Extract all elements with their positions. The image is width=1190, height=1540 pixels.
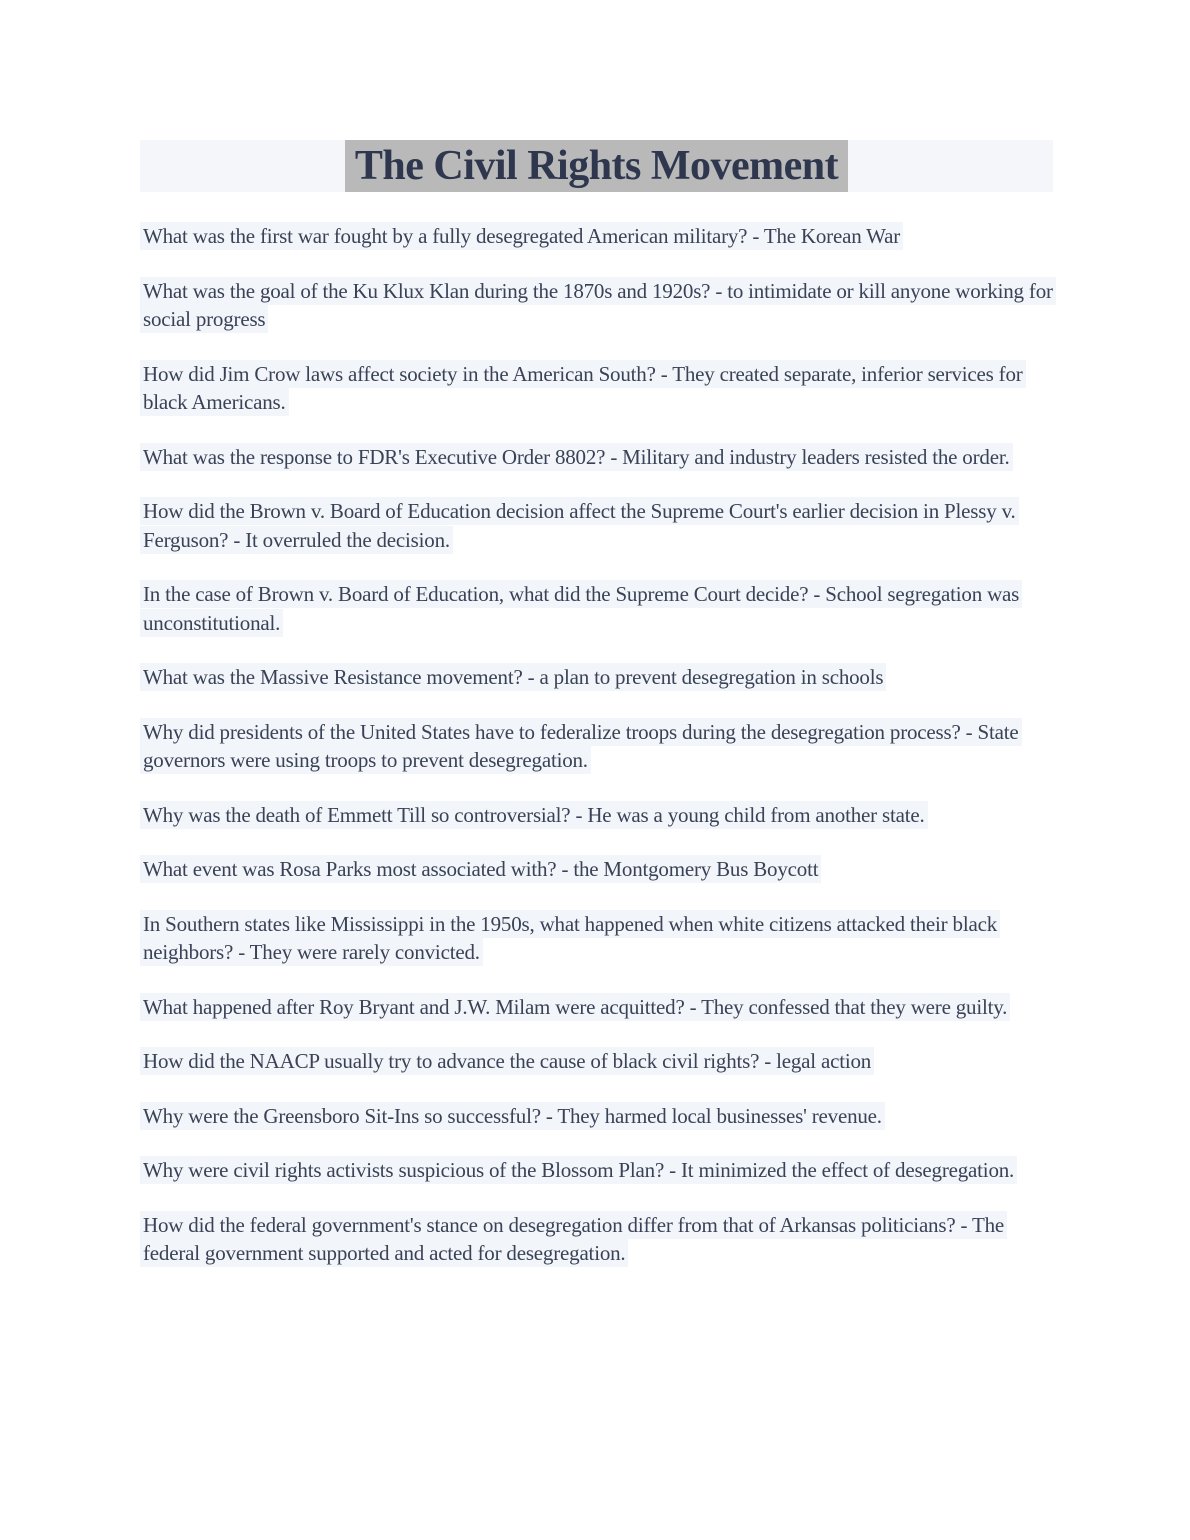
- qa-list: [140, 222, 1053, 1268]
- qa-text: Why were the Greensboro Sit-Ins so successful? - They harmed local businesses' revenue.: [140, 1102, 885, 1130]
- qa-paragraph: [140, 718, 1053, 775]
- qa-paragraph: [140, 277, 1053, 334]
- qa-text: How did the Brown v. Board of Education decision affect the Supreme Court's earlier decision in Plessy v. Ferguson? - It overruled the decision.: [140, 497, 1019, 554]
- qa-paragraph: [140, 663, 1053, 692]
- qa-paragraph: [140, 360, 1053, 417]
- qa-text: Why did presidents of the United States have to federalize troops during the desegregation process? - State governors were using troops to prevent desegregation.: [140, 718, 1022, 775]
- qa-text: What event was Rosa Parks most associated with? - the Montgomery Bus Boycott: [140, 855, 821, 883]
- qa-paragraph: [140, 801, 1053, 830]
- qa-text: How did the NAACP usually try to advance the cause of black civil rights? - legal action: [140, 1047, 874, 1075]
- qa-text: What was the Massive Resistance movement? - a plan to prevent desegregation in schools: [140, 663, 886, 691]
- qa-text: Why were civil rights activists suspicious of the Blossom Plan? - It minimized the effect of desegregation.: [140, 1156, 1017, 1184]
- qa-text: In Southern states like Mississippi in the 1950s, what happened when white citizens attacked their black neighbors? - They were rarely convicted.: [140, 910, 1000, 967]
- qa-text: In the case of Brown v. Board of Education, what did the Supreme Court decide? - School segregation was unconstitutional.: [140, 580, 1022, 637]
- qa-paragraph: [140, 497, 1053, 554]
- qa-text: What happened after Roy Bryant and J.W. Milam were acquitted? - They confessed that they were guilty.: [140, 993, 1010, 1021]
- qa-paragraph: [140, 855, 1053, 884]
- qa-text: How did Jim Crow laws affect society in the American South? - They created separate, inferior services for black Americans.: [140, 360, 1026, 417]
- page-title: The Civil Rights Movement: [345, 140, 848, 192]
- qa-paragraph: [140, 580, 1053, 637]
- title-banner: [140, 140, 1053, 192]
- qa-text: What was the response to FDR's Executive Order 8802? - Military and industry leaders resisted the order.: [140, 443, 1013, 471]
- qa-text: Why was the death of Emmett Till so controversial? - He was a young child from another state.: [140, 801, 928, 829]
- qa-paragraph: [140, 910, 1053, 967]
- qa-paragraph: [140, 993, 1053, 1022]
- qa-text: What was the goal of the Ku Klux Klan during the 1870s and 1920s? - to intimidate or kill anyone working for social progress: [140, 277, 1056, 334]
- qa-paragraph: [140, 1156, 1053, 1185]
- qa-paragraph: [140, 1211, 1053, 1268]
- qa-text: What was the first war fought by a fully desegregated American military? - The Korean War: [140, 222, 903, 250]
- qa-paragraph: [140, 1047, 1053, 1076]
- qa-paragraph: [140, 443, 1053, 472]
- qa-paragraph: [140, 222, 1053, 251]
- qa-paragraph: [140, 1102, 1053, 1131]
- qa-text: How did the federal government's stance on desegregation differ from that of Arkansas politicians? - The federal government supported and acted for desegregation.: [140, 1211, 1007, 1268]
